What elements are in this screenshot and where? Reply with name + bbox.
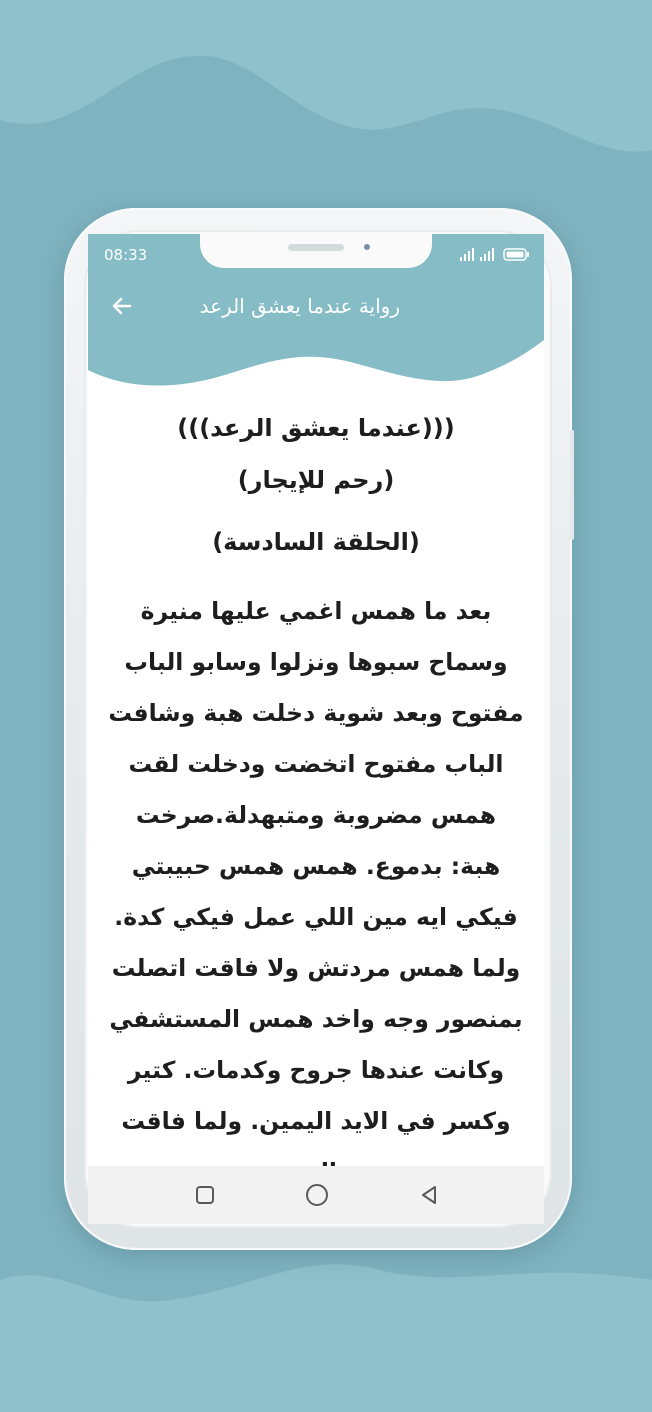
signal-icon [480, 248, 494, 261]
app-title: رواية عندما يعشق الرعد [199, 294, 400, 318]
back-triangle-icon [418, 1184, 440, 1206]
system-back-button[interactable] [416, 1182, 442, 1208]
background-wave-bottom [0, 1240, 652, 1412]
status-icons [460, 246, 532, 262]
phone-screen [88, 234, 544, 1224]
story-title-line2: (رحم للإيجار) [237, 466, 395, 494]
story-content[interactable] [88, 394, 544, 1166]
story-title-line1: (((عندما يعشق الرعد))) [177, 414, 455, 442]
status-time: 08:33 [104, 246, 148, 264]
header-wave [88, 330, 544, 394]
arrow-left-icon [110, 294, 134, 318]
background-wave-top [0, 0, 652, 230]
phone-speaker [288, 244, 344, 251]
recents-button[interactable] [192, 1182, 218, 1208]
signal-icon [460, 248, 474, 261]
app-header [88, 234, 544, 394]
episode-heading: (الحلقة السادسة) [212, 528, 420, 556]
story-paragraph: هبة: بدموع. همس همس حبيبتي فيكي ايه مين اللي عمل فيكي كدة. ولما همس مردتش ولا فاقت اتصلت بمنصور وجه واخد همس المستشفي وكانت عندها جروح وكدمات. كتير وكسر في الايد اليمين. ولما فاقت [109, 852, 523, 1135]
home-button[interactable] [304, 1182, 330, 1208]
recents-square-icon [194, 1184, 216, 1206]
battery-icon [504, 249, 529, 260]
front-camera [364, 244, 370, 250]
home-circle-icon [304, 1182, 330, 1208]
back-button[interactable] [108, 292, 136, 320]
system-nav-bar [88, 1166, 544, 1224]
story-paragraph: بعد ما همس اغمي عليها منيرة وسماح سبوها ونزلوا وسابو الباب مفتوح وبعد شوية دخلت هبة وشافت الباب مفتوح اتخضت ودخلت لقت همس مضروبة ومتبهدلة.صرخت [108, 597, 524, 829]
story-title [98, 402, 534, 506]
phone-side-button [570, 430, 574, 540]
